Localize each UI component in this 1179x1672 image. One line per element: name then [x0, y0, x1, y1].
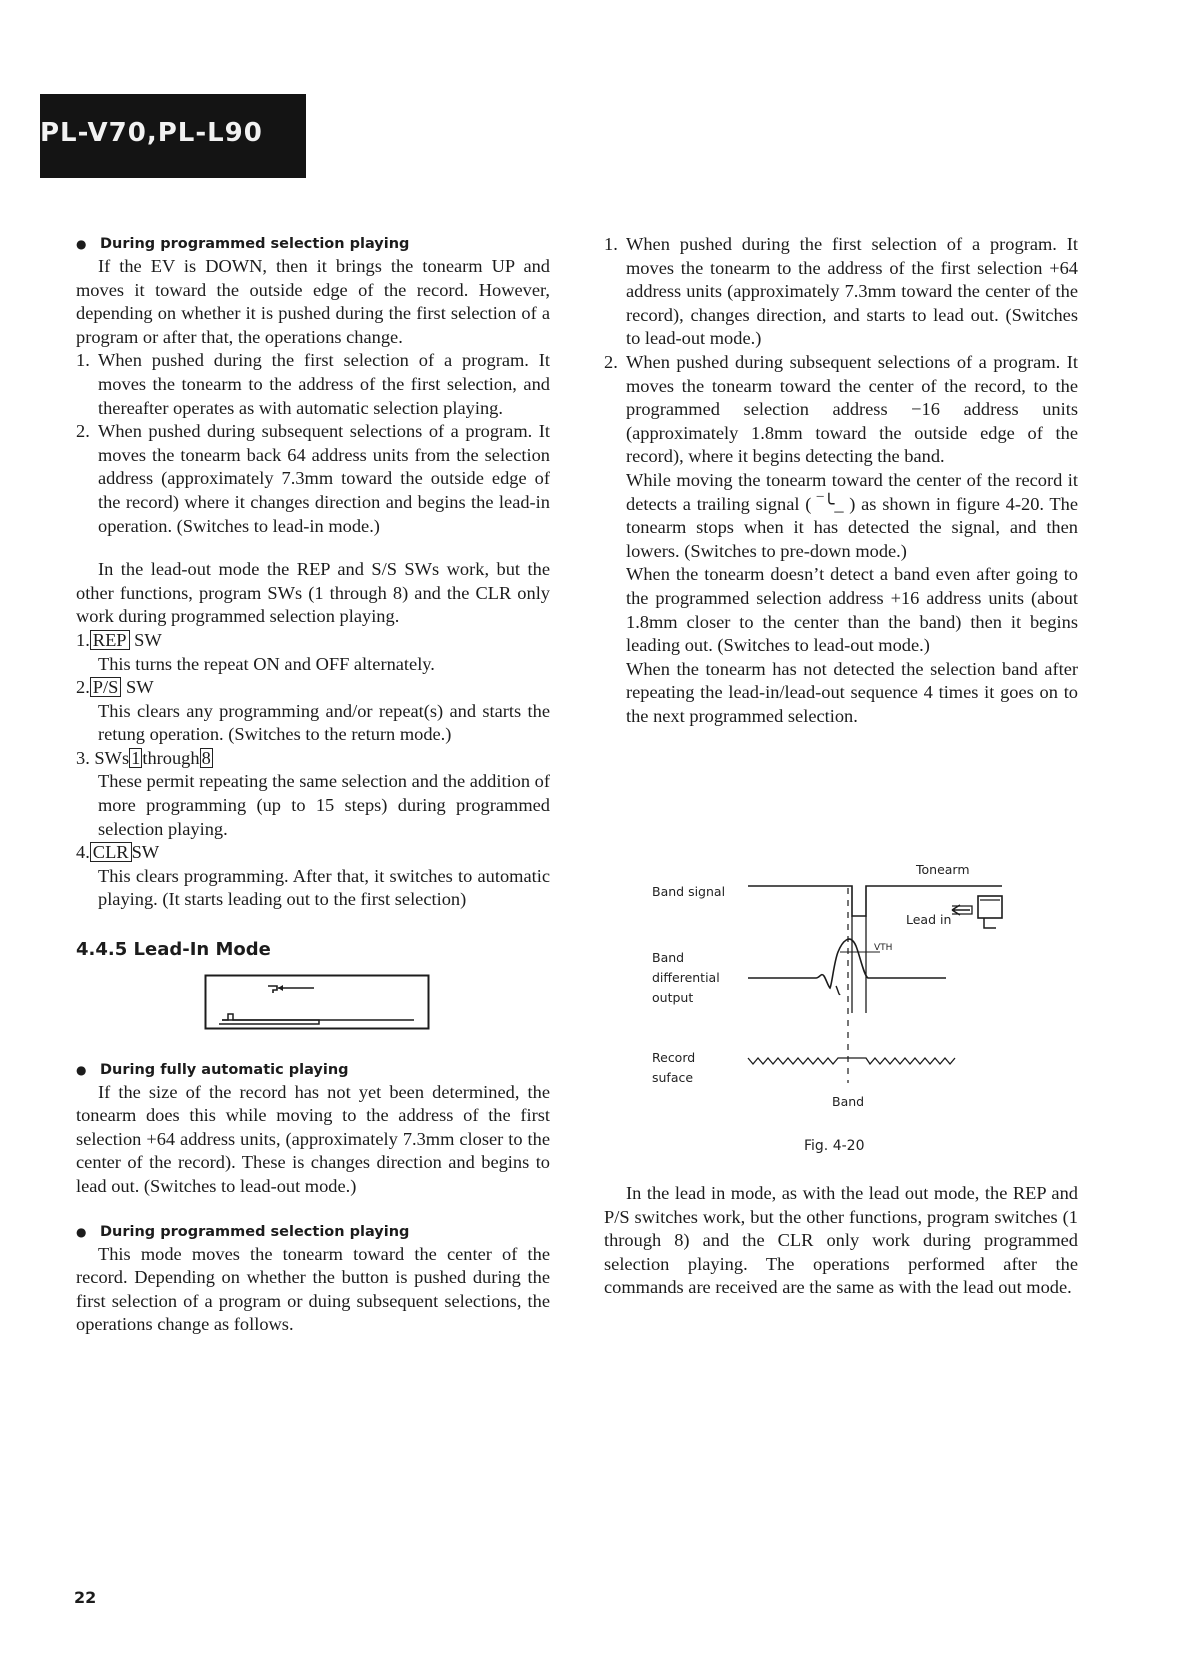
right-item-1 — [604, 233, 1078, 351]
switch-rep — [76, 629, 550, 676]
switch-number: 2. — [76, 677, 90, 698]
right-column — [604, 233, 1078, 728]
lead-in-label: Lead in — [906, 912, 952, 927]
item-text: When the tonearm has not detected the selection band after repeating the lead-in/lead-out sequence 4 times it goes on to the next programmed selection. — [626, 658, 1078, 726]
leadout-paragraph: In the lead-out mode the REP and S/S SWs work, but the other functions, program SWs (1 through 8) and the CLR only work during programmed selection playing. — [76, 559, 550, 627]
band-differential-label-3: output — [652, 990, 694, 1005]
programmed-item-2 — [76, 420, 550, 538]
switch-description: These permit repeating the same selection and the addition of more programming (up to 15 steps) during programmed selection playing. — [98, 771, 550, 839]
band-signal-label: Band signal — [652, 884, 726, 899]
switch-prefix: SWs — [94, 747, 130, 768]
right-item-2 — [604, 351, 1078, 729]
switch-ps — [76, 676, 550, 747]
switch-number: 3. — [76, 747, 90, 768]
figure-4-20 — [640, 858, 1060, 1128]
vth-label: VTH — [874, 943, 893, 953]
switch-description: This clears programming. After that, it switches to automatic playing. (It starts leading out to the first selection) — [98, 865, 550, 910]
auto-heading: ● During fully automatic playing — [76, 1059, 550, 1081]
lead-in-mode-diagram — [204, 974, 430, 1030]
band-differential-label-1: Band — [652, 950, 685, 965]
item-number: 2. — [604, 351, 618, 372]
switch-middle: through — [142, 747, 200, 768]
switch-suffix: SW — [134, 629, 162, 650]
rep-key-label: REP — [90, 630, 130, 650]
record-surface-label-1: Record — [652, 1050, 696, 1065]
key-8-label: 8 — [201, 747, 211, 768]
record-surface-label-2: suface — [652, 1070, 694, 1085]
right-closing — [604, 1182, 1078, 1300]
switch-suffix: SW — [131, 842, 160, 863]
item-text: When pushed during the first selection of a program. It moves the tonearm to the address of the first selection, and thereafter operates as with automatic selection playing. — [98, 350, 550, 418]
programmed-heading: ● During programmed selection playing — [76, 233, 550, 255]
tonearm-label: Tonearm — [916, 862, 970, 877]
model-label: PL-V70,PL-L90 — [40, 118, 263, 148]
switch-suffix: SW — [125, 677, 154, 698]
closing-paragraph: In the lead in mode, as with the lead out mode, the REP and P/S switches work, but the other functions, program switches (1 through 8) and the CLR only work during programmed selection playing. The operations performed after the commands are received are the same as with the lead out mode. — [604, 1183, 1078, 1298]
item-text: When the tonearm doesn’t detect a band even after going to the programmed selection address +16 address units (about 1.8mm closer to the center than the band) then it begins leading out. (Switches to lead-out mode.) — [626, 564, 1078, 656]
switch-number: 4. — [76, 842, 90, 863]
programmed-item-1 — [76, 349, 550, 420]
ps-key-label: P/S — [90, 677, 122, 697]
switch-clr — [76, 841, 550, 912]
item-text: When pushed during the first selection of a program. It moves the tonearm to the address of the first selection +64 address units (approximately 7.3mm toward the center of the record), changes direction, and starts to lead out. (Switches to lead-out mode.) — [626, 234, 1078, 349]
band-differential-label-2: differential — [652, 970, 720, 985]
page-number: 22 — [74, 1588, 97, 1607]
left-column — [76, 233, 550, 1337]
item-number: 1. — [604, 234, 618, 254]
item-number: 2. — [76, 421, 90, 442]
item-number: 1. — [76, 350, 90, 371]
item-text: When pushed during subsequent selections of a program. It moves the tonearm back 64 address units from the selection address (approximately 7.3mm toward the outside edge of the record) where it changes direction and begins the lead-in operation. (Switches to lead-in mode.) — [98, 421, 550, 536]
programmed2-heading: ● During programmed selection playing — [76, 1221, 550, 1243]
programmed2-paragraph: This mode moves the tonearm toward the center of the record. Depending on whether the button is pushed during the first selection of a program or duing subsequent selections, the operations change as follows. — [76, 1243, 550, 1335]
programmed-intro: If the EV is DOWN, then it brings the tonearm UP and moves it toward the outside edge of the record. However, depending on whether it is pushed during the first selection of a program or after that, the operations change. — [76, 256, 550, 347]
band-label: Band — [832, 1094, 865, 1109]
section-title: 4.4.5 Lead-In Mode — [76, 939, 271, 961]
figure-caption: Fig. 4-20 — [804, 1138, 865, 1154]
item-text: When pushed during subsequent selections of a program. It moves the tonearm toward the center of the record, to the programmed selection address −16 address units (approximately 1.8mm toward the outside edge of the record), where it begins detecting the band. — [626, 351, 1078, 467]
switch-description: This turns the repeat ON and OFF alternately. — [98, 653, 435, 674]
item-text: While moving the tonearm toward the center of the record it detects a trailing signal ( ‾╰_ ) as shown in figure 4-20. The tonearm stops when it has detected the signal, and then lowers. (Switches to pre-down mode.) — [626, 469, 1078, 561]
auto-paragraph: If the size of the record has not yet been determined, the tonearm does this while moving to the address of the first selection +64 address units, (approximately 7.3mm closer to the center of the record). These is changes direction and begins to lead out. (Switches to lead-out mode.) — [76, 1081, 550, 1196]
switch-number: 1. — [76, 629, 90, 650]
switch-description: This clears any programming and/or repeat(s) and starts the retung operation. (Switches to the return mode.) — [98, 700, 550, 745]
model-banner — [40, 94, 306, 178]
key-1-label: 1 — [131, 747, 141, 768]
clr-key-label: CLR — [90, 842, 132, 862]
switch-program — [76, 747, 550, 841]
